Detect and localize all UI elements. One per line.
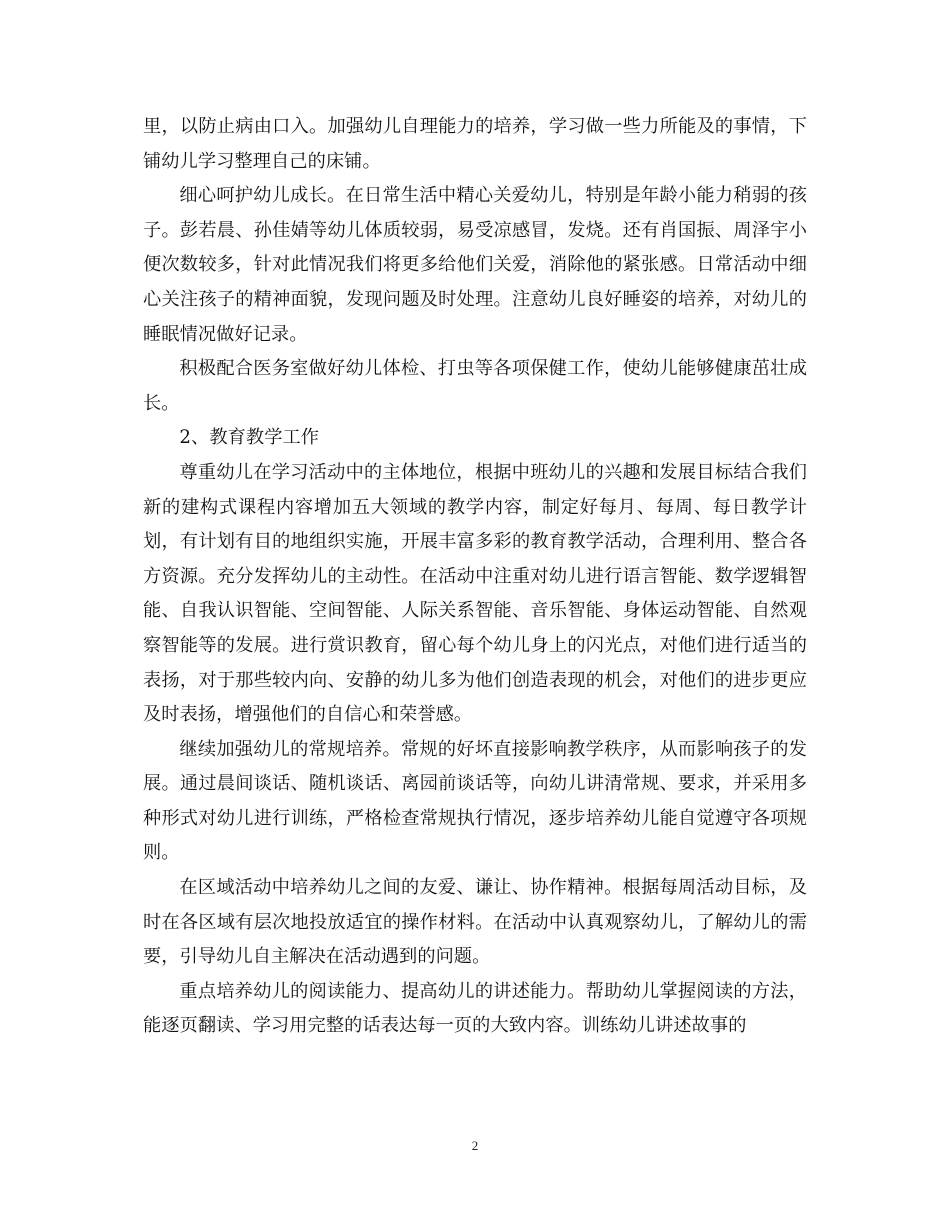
paragraph-1: 里，以防止病由口入。加强幼儿自理能力的培养，学习做一些力所能及的事情，下铺幼儿学习整理自己的床铺。 bbox=[143, 116, 807, 172]
paragraph-4: 尊重幼儿在学习活动中的主体地位，根据中班幼儿的兴趣和发展目标结合我们新的建构式课程内容增加五大领域的教学内容，制定好每月、每周、每日教学计划，有计划有目的地组织实施，开展丰富多彩的教育教学活动，合理利用、整合各方资源。充分发挥幼儿的主动性。在活动中注重对幼儿进行语言智能、数学逻辑智能、自我认识智能、空间智能、人际关系智能、音乐智能、身体运动智能、自然观察智能等的发展。进行赏识教育，留心每个幼儿身上的闪光点，对他们进行适当的表扬，对于那些较内向、安静的幼儿多为他们创造表现的机会，对他们的进步更应及时表扬，增强他们的自信心和荣誉感。 bbox=[143, 461, 807, 726]
paragraph-6: 在区域活动中培养幼儿之间的友爱、谦让、协作精神。根据每周活动目标，及时在各区域有层次地投放适宜的操作材料。在活动中认真观察幼儿，了解幼儿的需要，引导幼儿自主解决在活动遇到的问题。 bbox=[143, 877, 807, 968]
paragraph-7: 重点培养幼儿的阅读能力、提高幼儿的讲述能力。帮助幼儿掌握阅读的方法，能逐页翻读、学习用完整的话表达每一页的大致内容。训练幼儿讲述故事的 bbox=[143, 980, 807, 1037]
paragraph-5: 继续加强幼儿的常规培养。常规的好坏直接影响教学秩序，从而影响孩子的发展。通过晨间谈话、随机谈话、离园前谈话等，向幼儿讲清常规、要求，并采用多种形式对幼儿进行训练，严格检查常规执行情况，逐步培养幼儿能自觉遵守各项规则。 bbox=[143, 738, 807, 864]
paragraph-3: 积极配合医务室做好幼儿体检、打虫等各项保健工作，使幼儿能够健康茁壮成长。 bbox=[143, 358, 807, 414]
section-heading: 2、教育教学工作 bbox=[179, 427, 320, 449]
document-body bbox=[143, 110, 807, 1044]
page-number: 2 bbox=[471, 1138, 479, 1153]
paragraph-2: 细心呵护幼儿成长。在日常生活中精心关爱幼儿，特别是年龄小能力稍弱的孩子。彭若晨、孙佳婧等幼儿体质较弱，易受凉感冒，发烧。还有肖国振、周泽宇小便次数较多，针对此情况我们将更多给他们关爱，消除他的紧张感。日常活动中细心关注孩子的精神面貌，发现问题及时处理。注意幼儿良好睡姿的培养，对幼儿的睡眠情况做好记录。 bbox=[143, 185, 807, 345]
